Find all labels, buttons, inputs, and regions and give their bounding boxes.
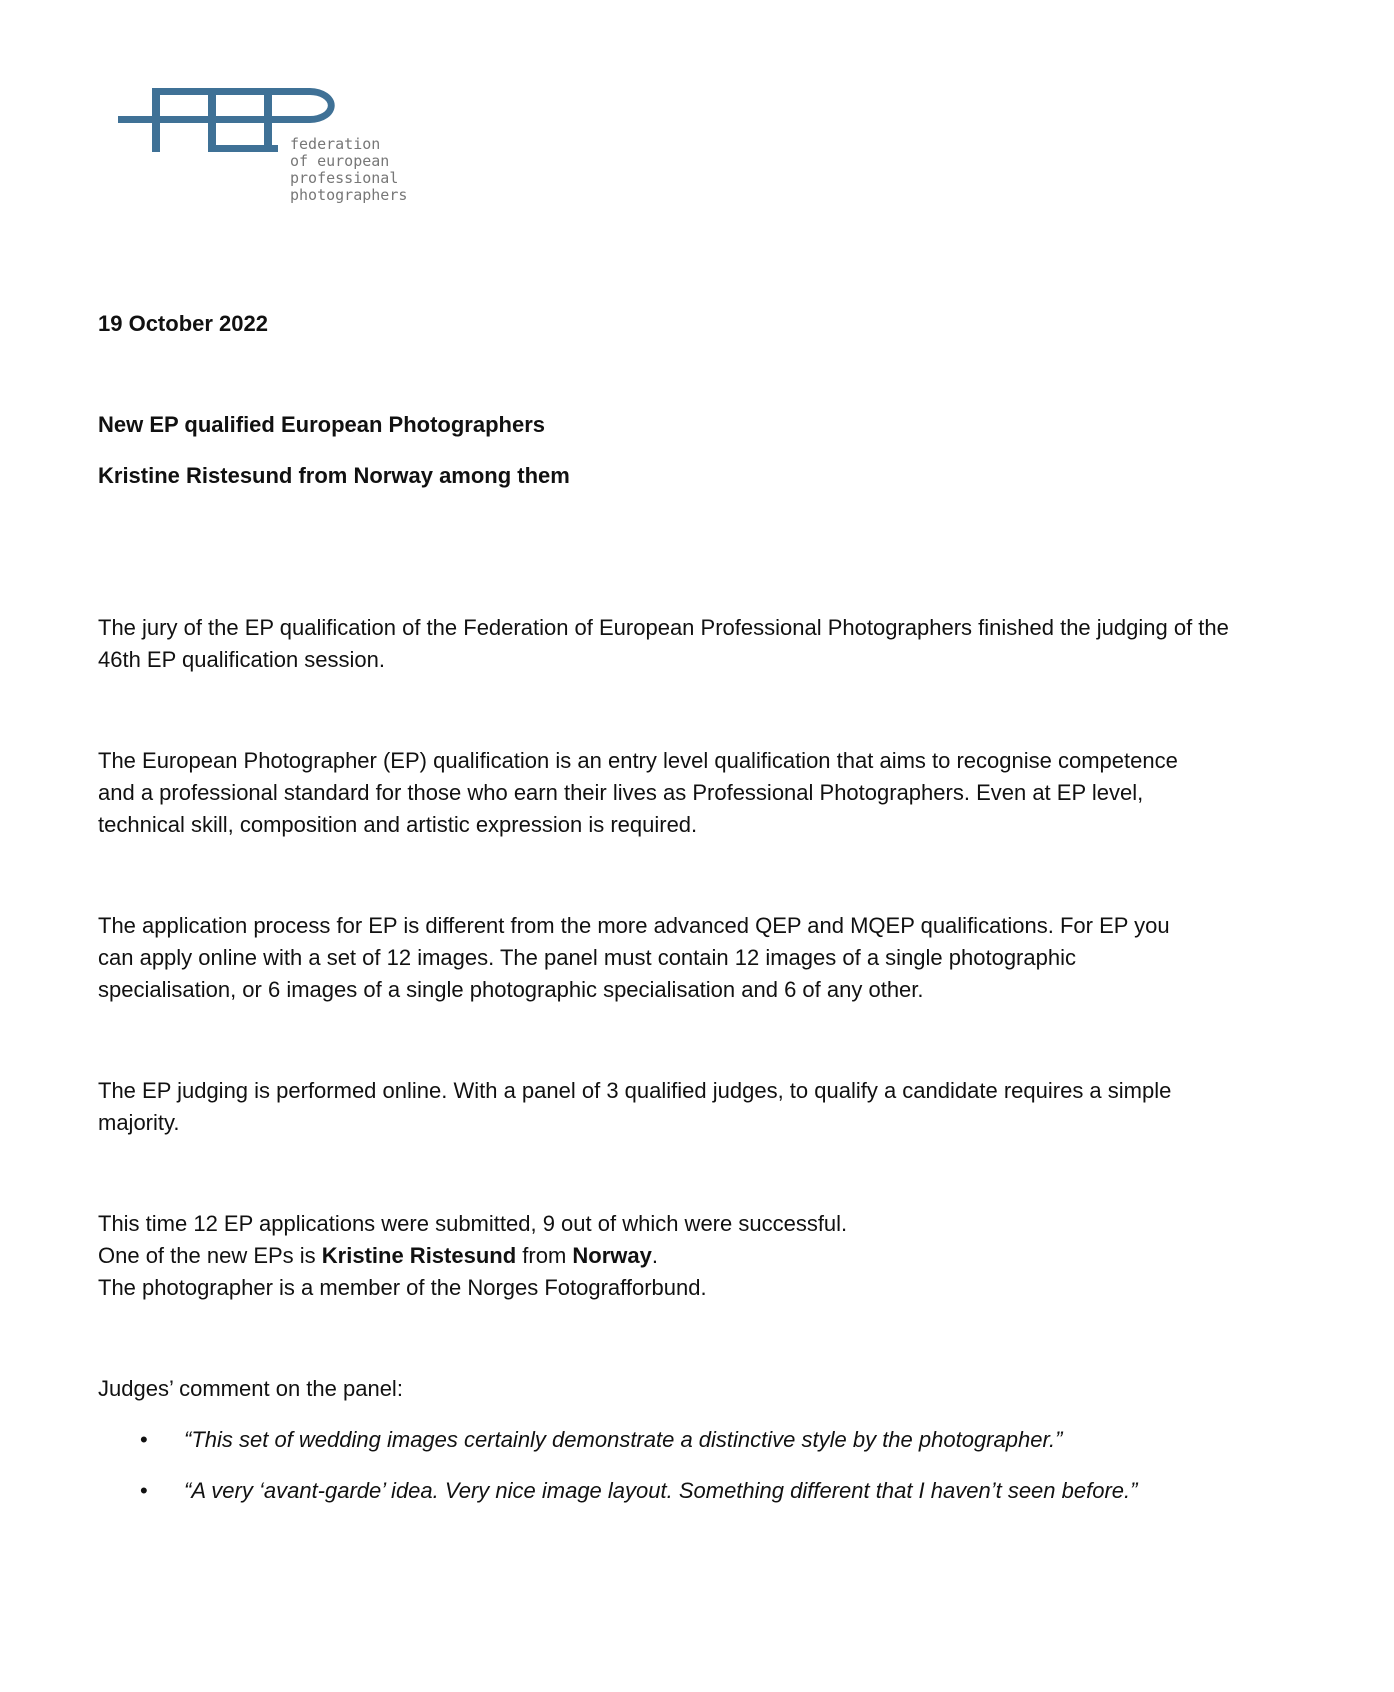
logo-line: photographers <box>290 186 408 204</box>
results-line-1: This time 12 EP applications were submitted, 9 out of which were successful. <box>98 1211 848 1236</box>
text: One of the new EPs is <box>98 1243 322 1268</box>
text: from <box>516 1243 573 1268</box>
comments-list <box>140 1424 1340 1526</box>
logo-line: of european <box>290 152 390 170</box>
logo-line: professional <box>290 169 399 187</box>
logo-text <box>290 136 407 204</box>
date: 19 October 2022 <box>98 311 268 336</box>
photographer-name: Kristine Ristesund <box>321 1243 517 1268</box>
bullet-icon: • <box>140 1478 148 1503</box>
comment-item <box>140 1475 1340 1507</box>
paragraph-application: The application process for EP is different from the more advanced QEP and MQEP qualifications. For EP you can apply online with a set of 12 images. The panel must contain 12 images of a single photographic specialisation, or 6 images of a single photographic specialisation and 6 of any other. <box>98 913 1170 1002</box>
logo-line: federation <box>290 135 381 153</box>
comment-text: “This set of wedding images certainly demonstrate a distinctive style by the photographer.” <box>184 1427 1063 1452</box>
text: . <box>651 1243 658 1268</box>
results-line-2 <box>98 1240 1238 1272</box>
headline: New EP qualified European Photographers <box>98 412 546 437</box>
paragraph-ep-definition: The European Photographer (EP) qualification is an entry level qualification that aims to recognise competence and a professional standard for those who earn their lives as Professional Photographers. Even at EP level, technical skill, composition and artistic expression is required. <box>98 748 1178 837</box>
comment-text: “A very ‘avant-garde’ idea. Very nice image layout. Something different that I haven’t seen before.” <box>184 1478 1138 1503</box>
paragraph-judging: The EP judging is performed online. With a panel of 3 qualified judges, to qualify a candidate requires a simple majority. <box>98 1078 1172 1135</box>
country: Norway <box>572 1243 652 1268</box>
comments-label: Judges’ comment on the panel: <box>98 1376 403 1401</box>
results-line-3: The photographer is a member of the Norges Fotografforbund. <box>98 1275 707 1300</box>
bullet-icon: • <box>140 1427 148 1452</box>
subheadline: Kristine Ristesund from Norway among them <box>98 463 570 488</box>
paragraph-jury: The jury of the EP qualification of the Federation of European Professional Photographers finished the judging of the 46th EP qualification session. <box>98 615 1229 672</box>
comment-item <box>140 1424 1340 1456</box>
results <box>98 1208 1238 1304</box>
